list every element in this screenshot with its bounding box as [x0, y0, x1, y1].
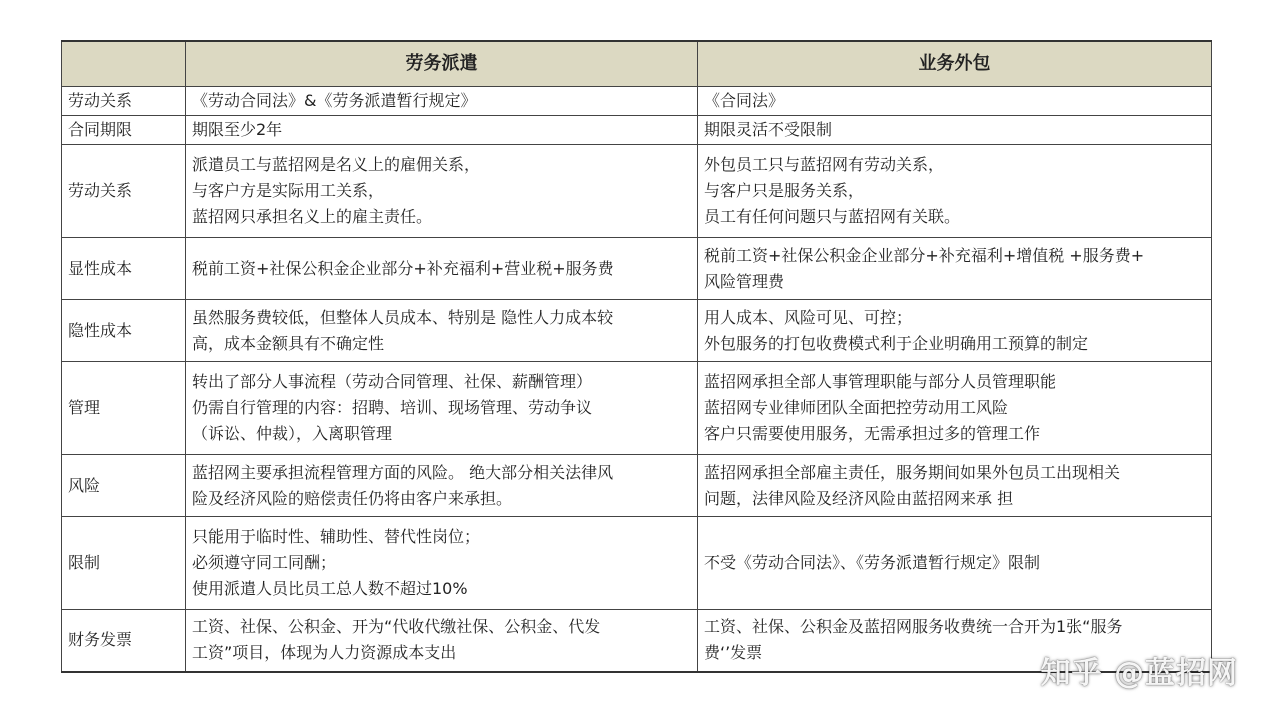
- outsourcing-cell: [698, 455, 1212, 517]
- watermark: 知乎 @蓝招网: [1040, 656, 1238, 691]
- dispatch-cell-line: 蓝招网主要承担流程管理方面的风险。 绝大部分相关法律风: [192, 462, 614, 482]
- dispatch-cell-line: 险及经济风险的赔偿责任仍将由客户来承担。: [192, 488, 513, 508]
- dispatch-cell-line: 与客户方是实际用工关系，: [192, 181, 385, 200]
- outsourcing-cell: [698, 238, 1212, 300]
- dispatch-cell-line: 蓝招网只承担名义上的雇主责任。: [192, 207, 433, 226]
- outsourcing-cell-line: 税前工资+社保公积金企业部分+补充福利+增值税 +服务费+: [704, 245, 1145, 265]
- dispatch-cell-line: 期限至少2年: [192, 120, 283, 139]
- table-body: [62, 87, 1212, 672]
- row-label: 财务发票: [62, 610, 186, 672]
- dispatch-cell-line: 必须遵守同工同酬；: [192, 553, 337, 572]
- row-label: 隐性成本: [62, 300, 186, 362]
- outsourcing-cell-line: 与客户只是服务关系，: [704, 181, 865, 200]
- header-dispatch: 劳务派遣: [186, 41, 698, 87]
- row-label: 合同期限: [62, 116, 186, 145]
- outsourcing-cell: [698, 300, 1212, 362]
- comparison-table: [61, 40, 1212, 673]
- dispatch-cell: [186, 300, 698, 362]
- outsourcing-cell-line: 客户只需要使用服务，无需承担过多的管理工作: [704, 424, 1041, 443]
- dispatch-cell: [186, 116, 698, 145]
- outsourcing-cell-line: 费‘’发票: [704, 643, 763, 663]
- table-row: [62, 116, 1212, 145]
- dispatch-cell: [186, 610, 698, 672]
- row-label: 劳动关系: [62, 145, 186, 238]
- outsourcing-cell-line: 用人成本、风险可见、可控；: [704, 307, 913, 327]
- table-row: [62, 362, 1212, 455]
- dispatch-cell: [186, 145, 698, 238]
- outsourcing-cell-line: 员工有任何问题只与蓝招网有关联。: [704, 207, 961, 226]
- outsourcing-cell-line: 期限灵活不受限制: [704, 120, 833, 139]
- table-header: [62, 41, 1212, 87]
- outsourcing-cell: [698, 145, 1212, 238]
- header-outsourcing: 业务外包: [698, 41, 1212, 87]
- row-label: 劳动关系: [62, 87, 186, 116]
- outsourcing-cell: [698, 362, 1212, 455]
- dispatch-cell-line: 只能用于临时性、辅助性、替代性岗位；: [192, 527, 481, 546]
- outsourcing-cell-line: 问题，法律风险及经济风险由蓝招网来承 担: [704, 488, 1014, 508]
- row-label: 限制: [62, 517, 186, 610]
- outsourcing-cell-line: 蓝招网专业律师团队全面把控劳动用工风险: [704, 398, 1009, 417]
- dispatch-cell-line: （诉讼、仲裁），入离职管理: [192, 424, 393, 443]
- dispatch-cell: [186, 362, 698, 455]
- dispatch-cell-line: 工资、社保、公积金、开为“代收代缴社保、公积金、代发: [192, 617, 601, 637]
- outsourcing-cell-line: 不受《劳动合同法》、《劳务派遣暂行规定》限制: [704, 553, 1041, 572]
- dispatch-cell-line: 高，成本金额具有不确定性: [192, 333, 385, 353]
- dispatch-cell: [186, 517, 698, 610]
- outsourcing-cell-line: 蓝招网承担全部人事管理职能与部分人员管理职能: [704, 372, 1057, 391]
- dispatch-cell: [186, 238, 698, 300]
- table-row: [62, 610, 1212, 672]
- table-row: [62, 300, 1212, 362]
- dispatch-cell-line: 转出了部分人事流程（劳动合同管理、社保、薪酬管理）: [192, 372, 593, 391]
- table-row: [62, 87, 1212, 116]
- dispatch-cell-line: 使用派遣人员比员工总人数不超过10%: [192, 579, 468, 598]
- dispatch-cell-line: 工资”项目，体现为人力资源成本支出: [192, 643, 457, 663]
- outsourcing-cell: [698, 517, 1212, 610]
- header-corner: [62, 41, 186, 87]
- outsourcing-cell-line: 外包服务的打包收费模式利于企业明确用工预算的制定: [704, 333, 1089, 353]
- row-label: 显性成本: [62, 238, 186, 300]
- header-row: [62, 41, 1212, 87]
- table-row: [62, 145, 1212, 238]
- dispatch-cell-line: 虽然服务费较低，但整体人员成本、特别是 隐性人力成本较: [192, 307, 614, 327]
- outsourcing-cell: [698, 87, 1212, 116]
- table-row: [62, 517, 1212, 610]
- dispatch-cell-line: 税前工资+社保公积金企业部分+补充福利+营业税+服务费: [192, 258, 614, 278]
- dispatch-cell: [186, 87, 698, 116]
- dispatch-cell-line: 派遣员工与蓝招网是名义上的雇佣关系，: [192, 155, 481, 174]
- table-row: [62, 238, 1212, 300]
- dispatch-cell: [186, 455, 698, 517]
- row-label: 风险: [62, 455, 186, 517]
- outsourcing-cell: [698, 116, 1212, 145]
- outsourcing-cell-line: 工资、社保、公积金及蓝招网服务收费统一合开为1张“服务: [704, 617, 1123, 637]
- outsourcing-cell-line: 风险管理费: [704, 271, 785, 291]
- outsourcing-cell-line: 《合同法》: [704, 91, 785, 110]
- outsourcing-cell-line: 外包员工只与蓝招网有劳动关系，: [704, 155, 945, 174]
- row-label: 管理: [62, 362, 186, 455]
- table-row: [62, 455, 1212, 517]
- dispatch-cell-line: 《劳动合同法》&《劳务派遣暂行规定》: [192, 91, 477, 110]
- outsourcing-cell-line: 蓝招网承担全部雇主责任，服务期间如果外包员工出现相关: [704, 462, 1121, 482]
- dispatch-cell-line: 仍需自行管理的内容：招聘、培训、现场管理、劳动争议: [192, 398, 593, 417]
